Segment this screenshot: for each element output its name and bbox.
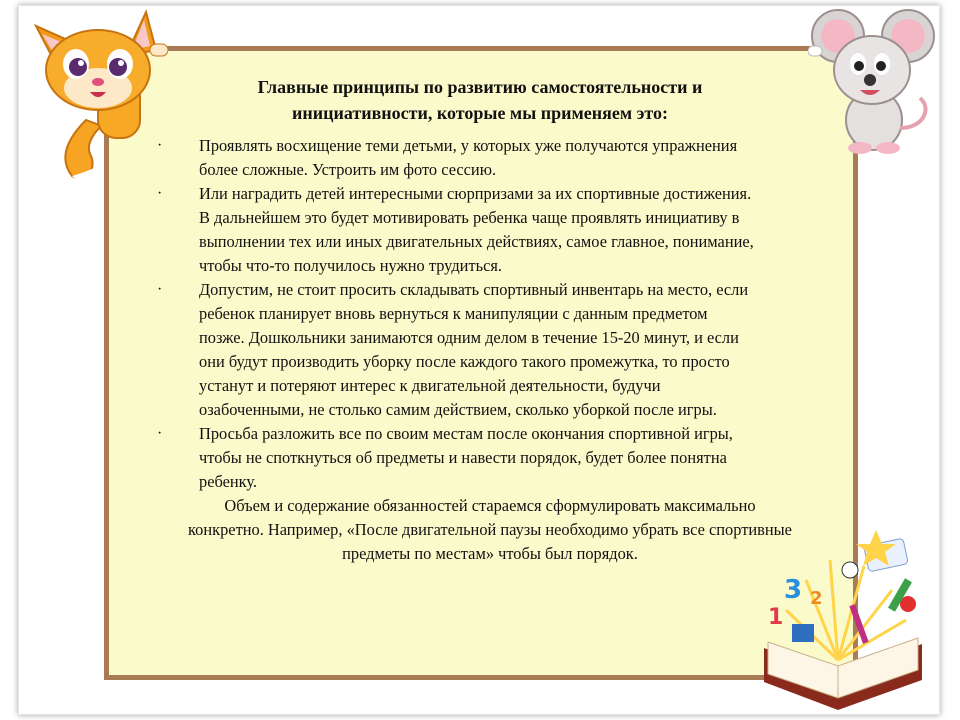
- principles-list: [155, 134, 805, 494]
- closing-paragraph: [140, 494, 840, 566]
- bullet: ·: [157, 137, 163, 154]
- cartoon-mouse-icon: [808, 8, 938, 158]
- list-item: [155, 134, 805, 182]
- item-line: Или наградить детей интересными сюрпризами за их спортивные достижения.: [199, 184, 752, 203]
- closing-line: конкретно. Например, «После двигательной паузы необходимо убрать все спортивные: [188, 520, 792, 539]
- bullet: ·: [157, 281, 163, 298]
- bullet: ·: [157, 425, 163, 442]
- item-line: они будут производить уборку после каждого такого промежутка, то просто: [199, 352, 730, 371]
- list-item: [155, 422, 805, 494]
- closing-line: предметы по местам» чтобы был порядок.: [342, 544, 638, 563]
- item-line: позже. Дошкольники занимаются одним делом в течение 15-20 минут, и если: [199, 328, 739, 347]
- title-line: инициативности, которые мы применяем это:: [291, 103, 668, 123]
- svg-text:3: 3: [784, 575, 803, 605]
- item-line: В дальнейшем это будет мотивировать ребенка чаще проявлять инициативу в: [199, 208, 740, 227]
- svg-text:1: 1: [768, 605, 784, 630]
- item-line: устанут и потеряют интерес к двигательной деятельности, будучи: [199, 376, 661, 395]
- item-line: чтобы не споткнуться об предметы и навести порядок, будет более понятна: [199, 448, 727, 467]
- slide-title: [170, 74, 790, 126]
- item-line: ребенок планирует вновь вернуться к манипуляции с данным предметом: [199, 304, 708, 323]
- list-item: [155, 278, 805, 422]
- closing-line: Объем и содержание обязанностей стараемся сформулировать максимально: [224, 496, 756, 515]
- item-line: ребенку.: [199, 472, 258, 491]
- item-line: озабоченными, не столько самим действием, сколько уборкой после игры.: [199, 400, 717, 419]
- title-line: Главные принципы по развитию самостоятельности и: [257, 77, 703, 97]
- item-line: более сложные. Устроить им фото сессию.: [199, 160, 497, 179]
- item-line: выполнении тех или иных двигательных действиях, самое главное, понимание,: [199, 232, 754, 251]
- item-line: Просьба разложить все по своим местам после окончания спортивной игры,: [199, 424, 733, 443]
- item-line: Допустим, не стоит просить складывать спортивный инвентарь на место, если: [199, 280, 749, 299]
- svg-text:2: 2: [810, 588, 823, 609]
- list-item: [155, 182, 805, 278]
- item-line: чтобы что-то получилось нужно трудиться.: [199, 256, 502, 275]
- item-line: Проявлять восхищение теми детьми, у которых уже получаются упражнения: [199, 136, 738, 155]
- cartoon-cat-icon: [28, 8, 168, 188]
- bullet: ·: [157, 185, 163, 202]
